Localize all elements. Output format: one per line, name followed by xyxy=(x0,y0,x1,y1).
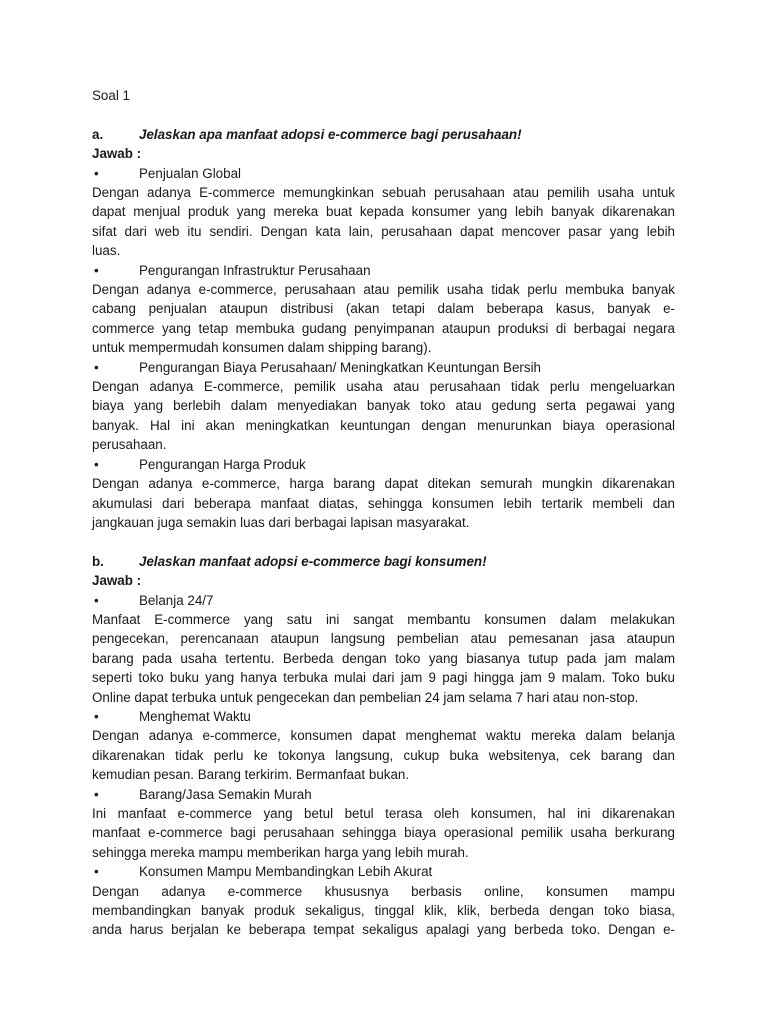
paragraph-line: manfaat e-commerce bagi perusahaan sehingga biaya operasional pemilik usaha berkurang xyxy=(92,825,675,841)
paragraph xyxy=(92,474,675,532)
paragraph xyxy=(92,610,675,707)
bullet-heading: Penjualan Global xyxy=(139,165,241,181)
paragraph-line: luas. xyxy=(92,243,121,259)
bullet-item xyxy=(92,261,675,280)
question-label: a. xyxy=(92,126,104,142)
paragraph xyxy=(92,882,675,940)
paragraph-line: Manfaat E-commerce yang satu ini sangat membantu konsumen dalam melakukan xyxy=(92,611,675,627)
bullet-heading: Belanja 24/7 xyxy=(139,592,214,608)
paragraph-line: kemudian pesan. Barang terkirim. Bermanfaat bukan. xyxy=(92,767,410,783)
paragraph-line: jangkauan juga semakin luas dari berbagai lapisan masyarakat. xyxy=(92,514,470,530)
bullet-heading: Pengurangan Biaya Perusahaan/ Meningkatkan Keuntungan Bersih xyxy=(139,359,542,375)
paragraph-line: Dengan adanya e-commerce, konsumen dapat menghemat waktu mereka dalam belanja xyxy=(92,728,675,744)
paragraph-line: cabang penjualan ataupun distribusi (akan tetapi dalam beberapa kasus, banyak e- xyxy=(92,301,675,317)
answer-label: Jawab : xyxy=(92,146,142,162)
paragraph-line: sifat dari web itu sendiri. Dengan kata lain, perusahaan dapat mencover pasar yang lebih xyxy=(92,223,675,239)
bullet-icon: • xyxy=(94,864,99,880)
paragraph xyxy=(92,183,675,261)
paragraph-line: pengecekan, perencanaan ataupun langsung pembelian atau pemesanan jasa ataupun xyxy=(92,631,675,647)
paragraph-line: seperti toko buku yang hanya terbuka mulai dari jam 9 pagi hingga jam 9 malam. Toko buku xyxy=(92,670,675,686)
paragraph xyxy=(92,280,675,358)
bullet-item xyxy=(92,455,675,474)
question-label: b. xyxy=(92,553,104,569)
paragraph-line: dapat menjual produk yang mereka buat kepada konsumer yang lebih banyak dikarenakan xyxy=(92,204,675,220)
bullet-item xyxy=(92,707,675,726)
paragraph-line: perusahaan. xyxy=(92,437,167,453)
paragraph-line: Dengan adanya e-commerce, perusahaan atau pemilik usaha tidak perlu membuka banyak xyxy=(92,282,675,298)
bullet-icon: • xyxy=(94,592,99,608)
bullet-heading: Menghemat Waktu xyxy=(139,708,251,724)
bullet-item xyxy=(92,785,675,804)
paragraph-line: sehingga mereka mampu memberikan harga yang lebih murah. xyxy=(92,844,469,860)
paragraph xyxy=(92,377,675,455)
answer-label: Jawab : xyxy=(92,573,142,589)
bullet-icon: • xyxy=(94,708,99,724)
question-text: Jelaskan apa manfaat adopsi e-commerce bagi perusahaan! xyxy=(139,126,522,142)
bullet-icon: • xyxy=(94,786,99,802)
bullet-item xyxy=(92,591,675,610)
paragraph-line: Dengan adanya E-commerce memungkinkan sebuah perusahaan atau pemilih usaha untuk xyxy=(92,185,675,201)
bullet-icon: • xyxy=(94,456,99,472)
bullet-icon: • xyxy=(94,359,99,375)
paragraph-line: Dengan adanya e-commerce khususnya berbasis online, konsumen mampu xyxy=(92,883,675,899)
paragraph-line: Online dapat terbuka untuk pengecekan dan pembelian 24 jam selama 7 hari atau non-stop. xyxy=(92,689,639,705)
question-text: Jelaskan manfaat adopsi e-commerce bagi konsumen! xyxy=(139,553,487,569)
bullet-heading: Pengurangan Infrastruktur Perusahaan xyxy=(139,262,371,278)
paragraph xyxy=(92,726,675,784)
paragraph-line: Ini manfaat e-commerce yang betul betul terasa oleh konsumen, hal ini dikarenakan xyxy=(92,806,675,821)
bullet-icon: • xyxy=(94,262,99,278)
paragraph-line: banyak. Hal ini akan meningkatkan keuntungan dengan menurunkan biaya operasional xyxy=(92,417,675,433)
question-b xyxy=(92,552,675,571)
bullet-heading: Konsumen Mampu Membandingkan Lebih Akurat xyxy=(139,864,433,880)
paragraph-line: Dengan adanya e-commerce, harga barang dapat ditekan semurah mungkin dikarenakan xyxy=(92,476,675,492)
paragraph-line: membandingkan banyak produk sekaligus, tinggal klik, klik, berbeda dengan toko biasa, xyxy=(92,903,675,919)
bullet-heading: Barang/Jasa Semakin Murah xyxy=(139,786,312,802)
paragraph-line: anda harus berjalan ke beberapa tempat sekaligus apalagi yang berbeda toko. Dengan e- xyxy=(92,922,675,938)
document-page xyxy=(92,86,675,940)
paragraph-line: commerce yang tetap membuka gudang penyimpanan ataupun produksi di berbagai negara xyxy=(92,320,675,336)
paragraph-line: biaya yang berlebih dalam menyediakan banyak toko atau gedung serta pegawai yang xyxy=(92,398,675,414)
paragraph xyxy=(92,804,675,862)
bullet-heading: Pengurangan Harga Produk xyxy=(139,456,306,472)
paragraph-line: akumulasi dari beberapa manfaat diatas, sehingga konsumen lebih tertarik membeli dan xyxy=(92,495,675,511)
bullet-item xyxy=(92,358,675,377)
document-sections xyxy=(92,125,675,940)
paragraph-line: untuk mempermudah konsumen dalam shipping barang). xyxy=(92,340,432,356)
bullet-icon: • xyxy=(94,165,99,181)
paragraph-line: barang pada usaha tertentu. Berbeda dengan toko yang biasanya tutup pada jam malam xyxy=(92,650,675,666)
question-a xyxy=(92,125,675,144)
paragraph-line: dikarenakan tidak perlu ke tokonya langsung, cukup buka websitenya, cek barang dan xyxy=(92,747,675,763)
bullet-item xyxy=(92,862,675,881)
document-title: Soal 1 xyxy=(92,88,130,103)
bullet-item xyxy=(92,164,675,183)
paragraph-line: Dengan adanya E-commerce, pemilik usaha atau perusahaan tidak perlu mengeluarkan xyxy=(92,379,675,395)
